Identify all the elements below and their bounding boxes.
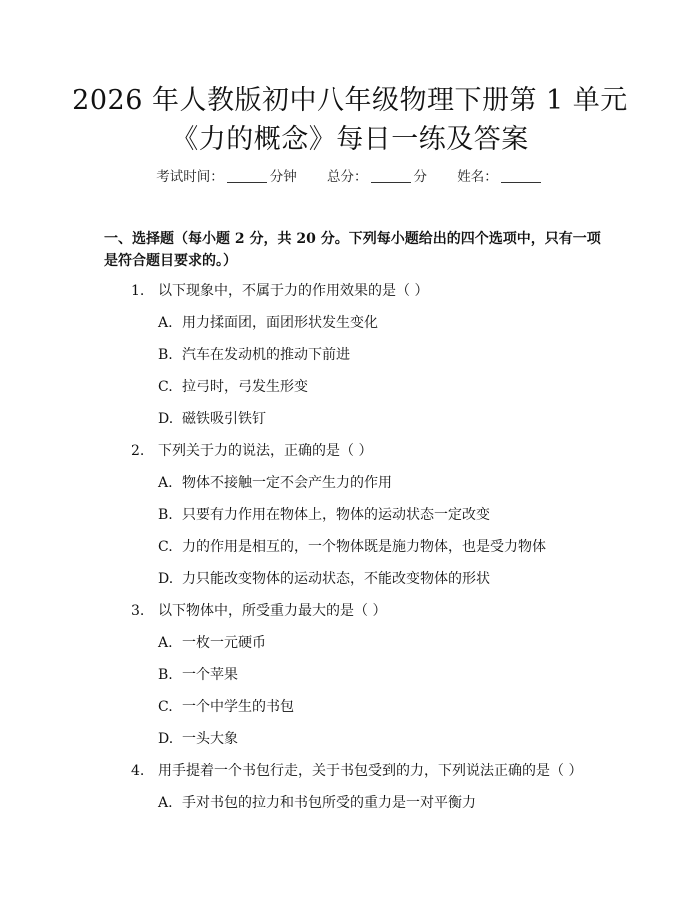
section-heading: 一、选择题（每小题 2 分，共 20 分。下列每小题给出的四个选项中，只有一项是符合题目要求的。） — [104, 231, 601, 269]
option-letter: B. — [158, 667, 173, 683]
option-1d — [158, 409, 266, 429]
option-letter: C. — [158, 379, 173, 395]
question-number: 1. — [131, 283, 145, 299]
meta-time-label: 考试时间： — [156, 169, 224, 185]
option-text: 只要有力作用在物体上，物体的运动状态一定改变 — [182, 507, 490, 523]
option-2d — [158, 569, 490, 589]
option-text: 力只能改变物体的运动状态，不能改变物体的形状 — [182, 571, 490, 587]
meta-score-label: 总分： — [327, 169, 368, 185]
option-letter: A. — [158, 635, 173, 651]
option-letter: B. — [158, 347, 173, 363]
option-2b — [158, 505, 490, 525]
question-1 — [131, 281, 428, 301]
question-2 — [131, 441, 372, 461]
doc-title-line1: 2026 年人教版初中八年级物理下册第 1 单元 — [72, 85, 628, 116]
option-text: 汽车在发动机的推动下前进 — [182, 347, 350, 363]
option-text: 一个中学生的书包 — [182, 699, 294, 715]
option-letter: B. — [158, 507, 173, 523]
option-text: 磁铁吸引铁钉 — [182, 411, 266, 427]
option-text: 物体不接触一定不会产生力的作用 — [182, 475, 392, 491]
option-3c — [158, 697, 294, 717]
question-4 — [131, 761, 582, 781]
option-3a — [158, 633, 266, 653]
meta-time — [156, 167, 297, 187]
exam-meta — [0, 167, 700, 187]
option-letter: A. — [158, 795, 173, 811]
meta-time-blank — [227, 168, 267, 183]
meta-name-blank — [501, 168, 541, 183]
question-text: 以下现象中，不属于力的作用效果的是（ ） — [158, 283, 429, 299]
option-letter: A. — [158, 475, 173, 491]
question-3 — [131, 601, 386, 621]
option-letter: C. — [158, 539, 173, 555]
option-text: 一个苹果 — [182, 667, 238, 683]
option-4a — [158, 793, 476, 813]
option-1b — [158, 345, 350, 365]
option-letter: D. — [158, 411, 174, 427]
doc-title-line2: 《力的概念》每日一练及答案 — [171, 124, 529, 155]
option-letter: D. — [158, 731, 174, 747]
question-number: 3. — [131, 603, 145, 619]
meta-score-blank — [371, 168, 411, 183]
meta-score — [327, 167, 427, 187]
option-3b — [158, 665, 238, 685]
option-letter: D. — [158, 571, 174, 587]
question-number: 4. — [131, 763, 145, 779]
option-1a — [158, 313, 378, 333]
option-2c — [158, 537, 546, 557]
option-1c — [158, 377, 308, 397]
option-text: 手对书包的拉力和书包所受的重力是一对平衡力 — [182, 795, 476, 811]
option-text: 用力揉面团，面团形状发生变化 — [182, 315, 378, 331]
question-number: 2. — [131, 443, 145, 459]
question-text: 下列关于力的说法，正确的是（ ） — [158, 443, 373, 459]
meta-name — [457, 167, 544, 187]
option-text: 拉弓时，弓发生形变 — [182, 379, 308, 395]
question-text: 用手提着一个书包行走，关于书包受到的力，下列说法正确的是（ ） — [158, 763, 583, 779]
option-letter: A. — [158, 315, 173, 331]
meta-score-unit: 分 — [413, 169, 427, 185]
meta-name-label: 姓名： — [457, 169, 498, 185]
option-letter: C. — [158, 699, 173, 715]
option-3d — [158, 729, 238, 749]
option-text: 一枚一元硬币 — [182, 635, 266, 651]
option-2a — [158, 473, 392, 493]
option-text: 一头大象 — [182, 731, 238, 747]
option-text: 力的作用是相互的，一个物体既是施力物体，也是受力物体 — [182, 539, 546, 555]
meta-time-unit: 分钟 — [269, 169, 297, 185]
question-text: 以下物体中，所受重力最大的是（ ） — [158, 603, 387, 619]
